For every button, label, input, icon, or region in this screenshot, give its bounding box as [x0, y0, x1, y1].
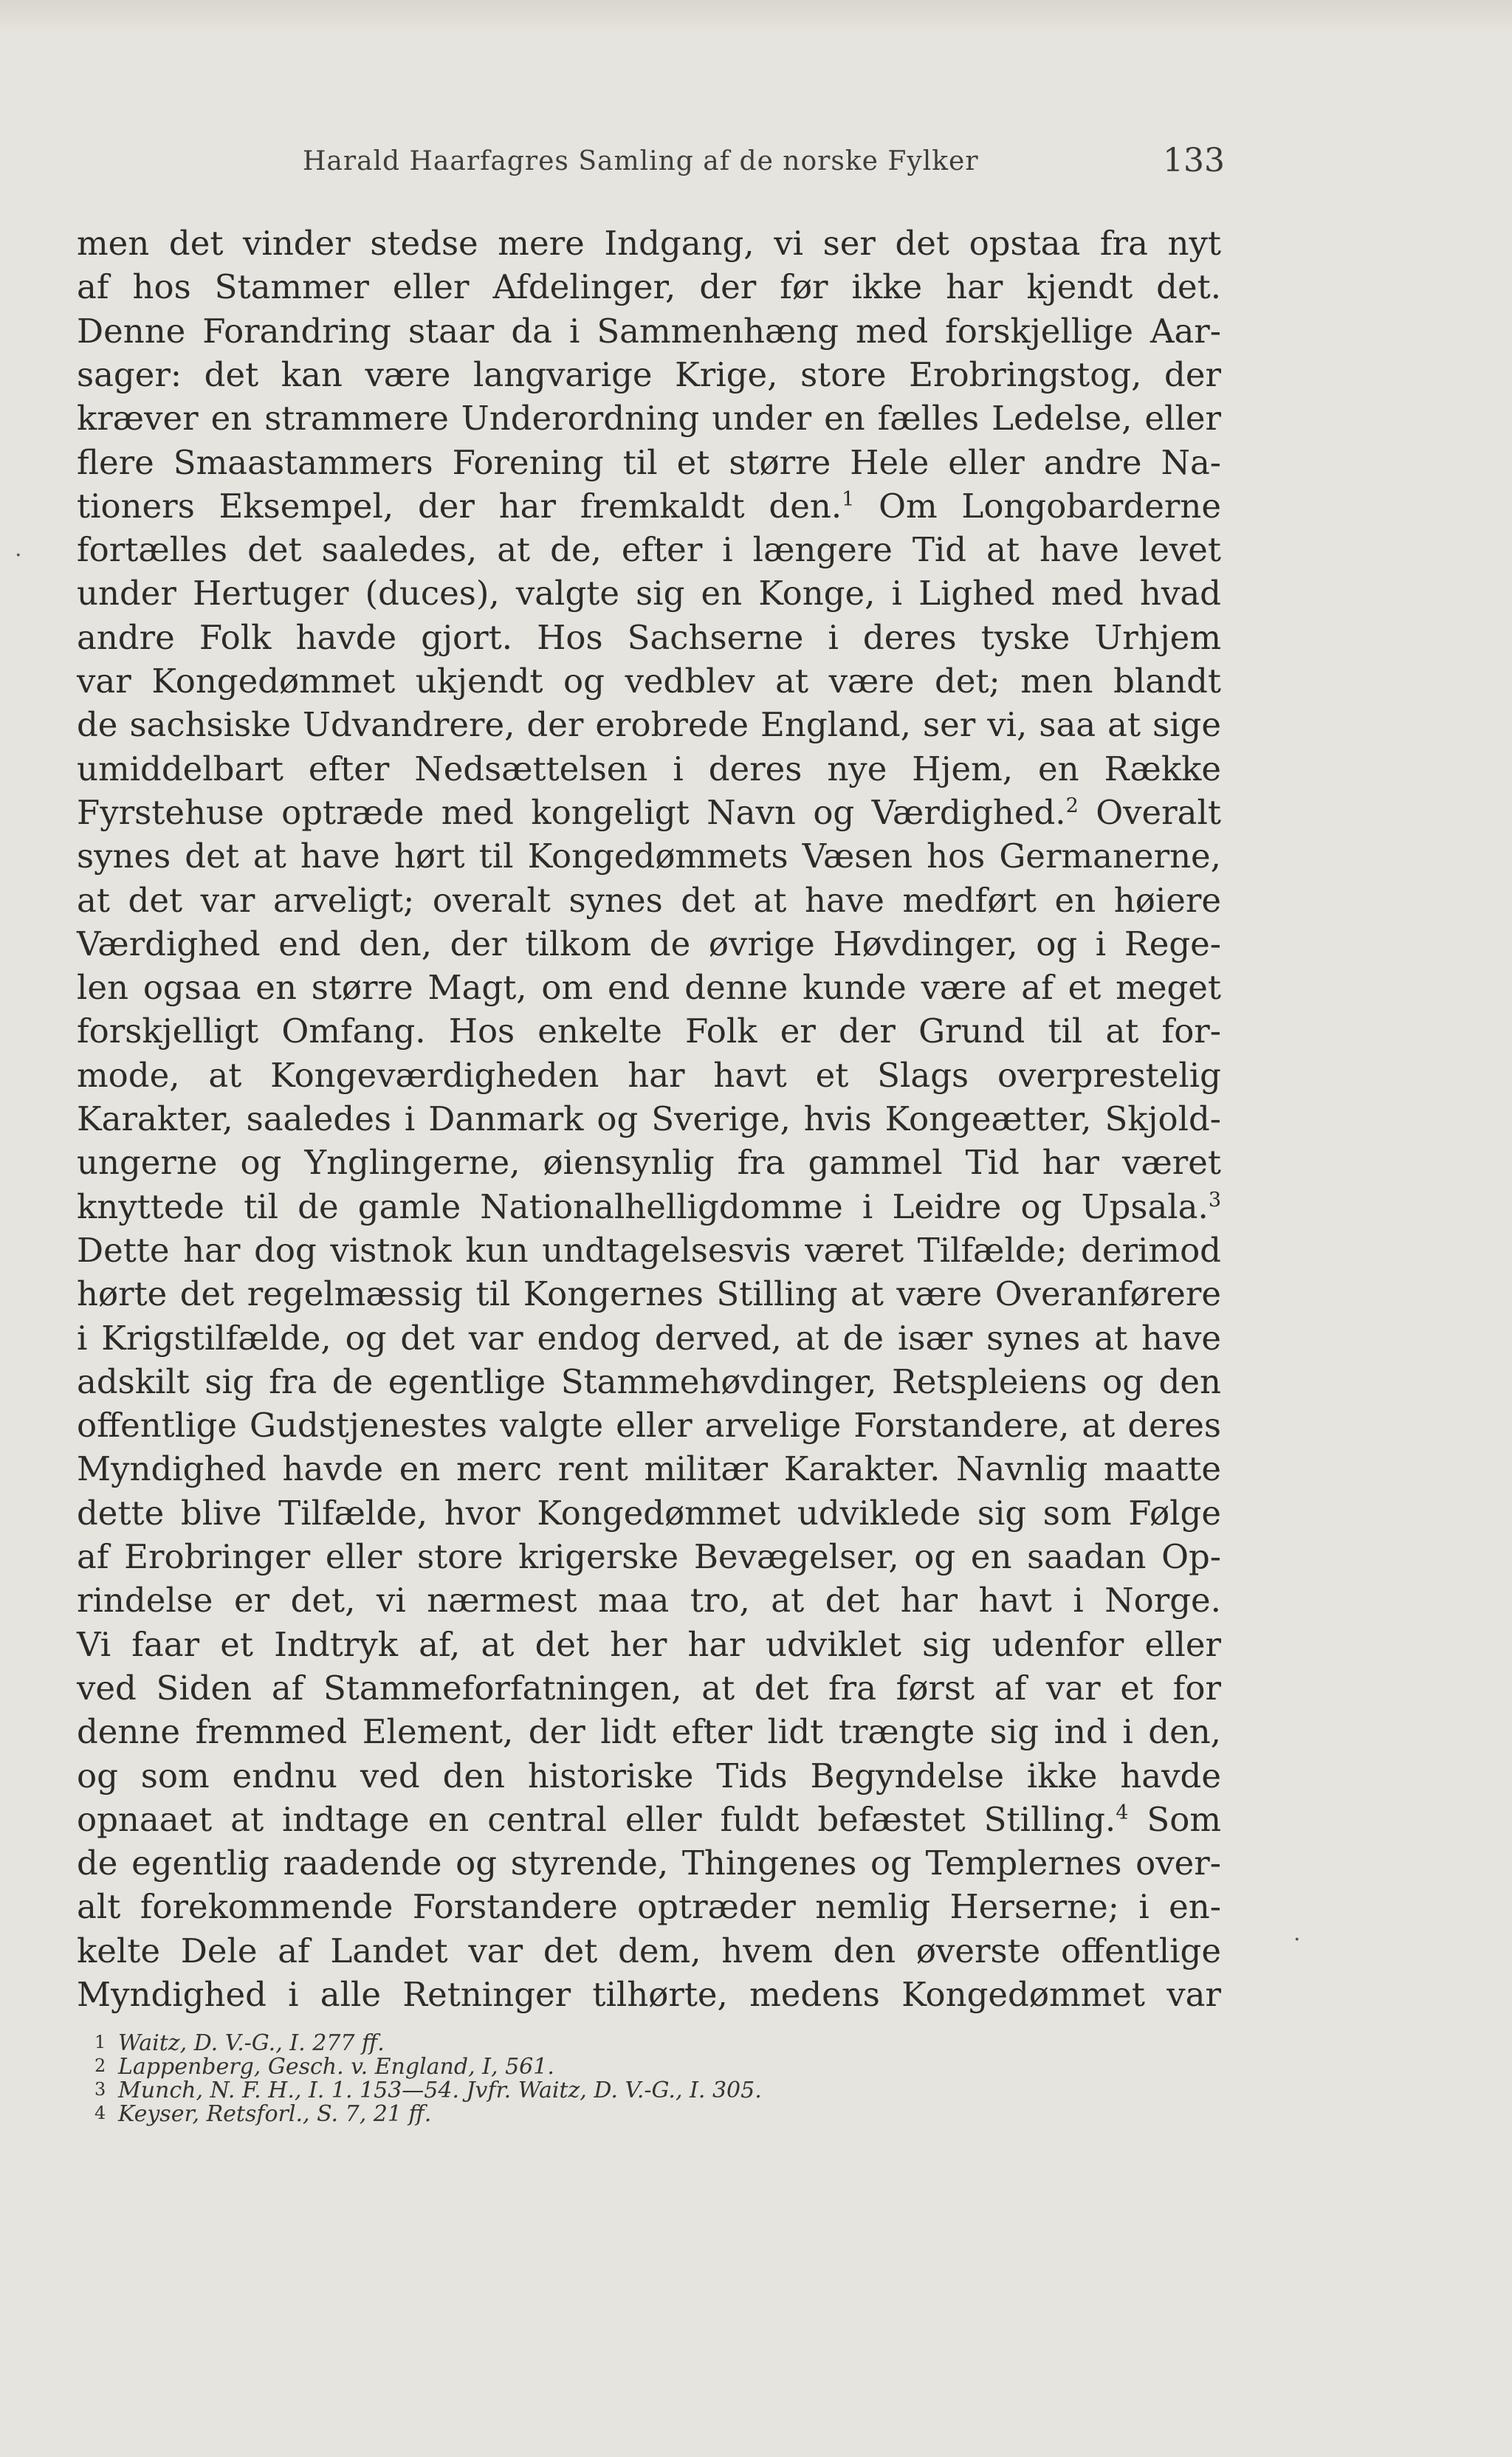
text-line: og som endnu ved den historiske Tids Begyndelse ikke havde	[77, 1756, 1221, 1796]
text-line: umiddelbart efter Nedsættelsen i deres nye Hjem, en Række	[77, 749, 1221, 788]
text-line: i Krigstilfælde, og det var endog derved, at de især synes at have	[77, 1318, 1221, 1358]
footnote-text: Keyser, Retsforl., S. 7, 21 ff.	[118, 2101, 432, 2127]
text-line: denne fremmed Element, der lidt efter lidt trængte sig ind i den,	[77, 1712, 1221, 1752]
footnote-text: Waitz, D. V.-G., I. 277 ff.	[118, 2030, 385, 2056]
margin-dot: ·	[15, 543, 22, 568]
text-line: dette blive Tilfælde, hvor Kongedømmet udviklede sig som Følge	[77, 1493, 1221, 1533]
text-line: af Erobringer eller store krigerske Bevægelser, og en saadan Op-	[77, 1537, 1221, 1576]
page-number: 133	[1163, 142, 1225, 179]
running-header: Harald Haarfagres Samling af de norske Fylker	[303, 146, 979, 176]
footnote	[94, 2030, 385, 2056]
text-line: Dette har dog vistnok kun undtagelsesvis været Tilfælde; derimod	[77, 1230, 1221, 1270]
footnote	[94, 2054, 554, 2080]
text-line: under Hertuger (duces), valgte sig en Konge, i Lighed med hvad	[77, 574, 1221, 614]
text-line: alt forekommende Forstandere optræder nemlig Herserne; i en-	[77, 1887, 1221, 1927]
text-line: var Kongedømmet ukjendt og vedblev at være det; men blandt	[77, 662, 1221, 701]
text-line: knyttede til de gamle Nationalhelligdomme i Leidre og Upsala.$^3$	[77, 1186, 1221, 1226]
footnote-number: 1	[94, 2032, 106, 2052]
text-line: len ogsaa en større Magt, om end denne kunde være af et meget	[77, 968, 1221, 1008]
text-line: kelte Dele af Landet var det dem, hvem den øverste offentlige	[77, 1931, 1221, 1970]
text-line: andre Folk havde gjort. Hos Sachserne i deres tyske Urhjem	[77, 617, 1221, 657]
footnote-number: 2	[94, 2055, 106, 2076]
text-line: ved Siden af Stammeforfatningen, at det fra først af var et for	[77, 1668, 1221, 1708]
footnote-number: 4	[94, 2103, 106, 2123]
text-line: Myndighed i alle Retninger tilhørte, medens Kongedømmet var	[77, 1975, 1221, 2014]
text-line: de egentlig raadende og styrende, Thingenes og Templernes over-	[77, 1843, 1221, 1883]
text-line: Værdighed end den, der tilkom de øvrige Høvdinger, og i Rege-	[77, 924, 1221, 963]
text-line: de sachsiske Udvandrere, der erobrede England, ser vi, saa at sige	[77, 705, 1221, 745]
margin-dot: ·	[1293, 1927, 1301, 1953]
text-line: ungerne og Ynglingerne, øiensynlig fra gammel Tid har været	[77, 1143, 1221, 1183]
footnote	[94, 2101, 432, 2127]
text-line: Vi faar et Indtryk af, at det her har udviklet sig udenfor eller	[77, 1624, 1221, 1664]
text-line: rindelse er det, vi nærmest maa tro, at det har havt i Norge.	[77, 1581, 1221, 1621]
text-line: synes det at have hørt til Kongedømmets Væsen hos Germanerne,	[77, 836, 1221, 876]
text-line: adskilt sig fra de egentlige Stammehøvdinger, Retspleiens og den	[77, 1361, 1221, 1401]
text-line: mode, at Kongeværdigheden har havt et Slags overprestelig	[77, 1055, 1221, 1095]
text-line: tioners Eksempel, der har fremkaldt den.$^1$ Om Longobarderne	[77, 486, 1221, 526]
text-line: sager: det kan være langvarige Krige, store Erobringstog, der	[77, 354, 1221, 394]
text-line: offentlige Gudstjenestes valgte eller arvelige Forstandere, at deres	[77, 1406, 1221, 1446]
text-line: Fyrstehuse optræde med kongeligt Navn og Værdighed.$^2$ Overalt	[77, 792, 1221, 832]
text-line: Myndighed havde en merc rent militær Karakter. Navnlig maatte	[77, 1449, 1221, 1489]
text-line: fortælles det saaledes, at de, efter i længere Tid at have levet	[77, 530, 1221, 570]
text-line: flere Smaastammers Forening til et større Hele eller andre Na-	[77, 442, 1221, 482]
text-line: opnaaet at indtage en central eller fuldt befæstet Stilling.$^4$ Som	[77, 1799, 1221, 1839]
text-line: hørte det regelmæssig til Kongernes Stilling at være Overanførere	[77, 1274, 1221, 1314]
text-line: Denne Forandring staar da i Sammenhæng med forskjellige Aar-	[77, 311, 1221, 351]
footnote-text: Lappenberg, Gesch. v. England, I, 561.	[118, 2054, 554, 2080]
text-line: men det vinder stedse mere Indgang, vi ser det opstaa fra nyt	[77, 224, 1221, 263]
text-line: af hos Stammer eller Afdelinger, der før ikke har kjendt det.	[77, 267, 1221, 307]
text-line: at det var arveligt; overalt synes det at have medført en høiere	[77, 880, 1221, 920]
text-line: Karakter, saaledes i Danmark og Sverige, hvis Kongeætter, Skjold-	[77, 1099, 1221, 1138]
footnote-number: 3	[94, 2079, 106, 2100]
text-line: forskjelligt Omfang. Hos enkelte Folk er der Grund til at for-	[77, 1011, 1221, 1051]
footnote-text: Munch, N. F. H., I. 1. 153—54. Jvfr. Waitz, D. V.-G., I. 305.	[118, 2078, 762, 2103]
text-line: kræver en strammere Underordning under en fælles Ledelse, eller	[77, 399, 1221, 439]
footnote	[94, 2078, 762, 2103]
